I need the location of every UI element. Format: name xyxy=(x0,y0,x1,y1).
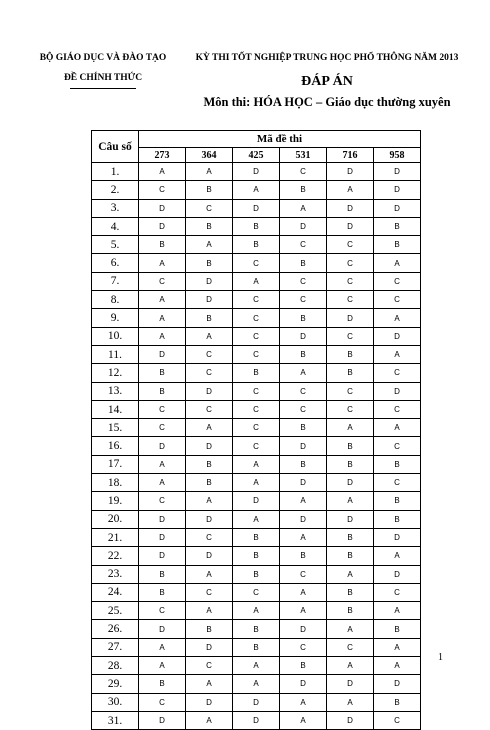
answer-cell: C xyxy=(280,291,327,309)
answer-cell: B xyxy=(233,236,280,254)
answer-cell: C xyxy=(374,474,421,492)
answer-cell: D xyxy=(280,474,327,492)
answer-cell: D xyxy=(327,474,374,492)
answer-cell: C xyxy=(139,602,186,620)
answer-cell: D xyxy=(327,711,374,729)
answer-cell: B xyxy=(327,602,374,620)
answer-cell: B xyxy=(233,565,280,583)
answer-cell: C xyxy=(280,382,327,400)
answer-cell: D xyxy=(139,199,186,217)
answer-cell: C xyxy=(280,638,327,656)
answer-cell: C xyxy=(327,638,374,656)
question-number-cell: 30. xyxy=(92,693,139,711)
answer-cell: B xyxy=(186,217,233,235)
answer-cell: B xyxy=(233,547,280,565)
official-label: ĐỀ CHÍNH THỨC xyxy=(63,73,143,83)
answer-cell: B xyxy=(374,620,421,638)
answer-cell: A xyxy=(186,419,233,437)
answer-cell: C xyxy=(327,291,374,309)
exam-code-cell: 425 xyxy=(233,148,280,163)
answer-cell: C xyxy=(233,291,280,309)
answer-cell: C xyxy=(327,400,374,418)
answer-cell: A xyxy=(280,528,327,546)
answer-cell: A xyxy=(186,565,233,583)
table-row xyxy=(92,675,421,693)
question-number-cell: 9. xyxy=(92,309,139,327)
answer-cell: A xyxy=(327,492,374,510)
table-row xyxy=(92,272,421,290)
answer-cell: C xyxy=(139,693,186,711)
answer-cell: A xyxy=(374,638,421,656)
answer-cell: B xyxy=(233,528,280,546)
answer-cell: C xyxy=(139,419,186,437)
table-row xyxy=(92,419,421,437)
answer-cell: D xyxy=(327,199,374,217)
answer-cell: B xyxy=(327,547,374,565)
answer-cell: A xyxy=(139,309,186,327)
answer-cell: A xyxy=(233,602,280,620)
answer-table xyxy=(91,130,421,730)
table-row xyxy=(92,455,421,473)
answer-cell: B xyxy=(327,528,374,546)
answer-cell: A xyxy=(374,345,421,363)
answer-cell: C xyxy=(374,364,421,382)
question-number-header: Câu số xyxy=(92,131,139,163)
answer-cell: B xyxy=(280,309,327,327)
question-number-cell: 1. xyxy=(92,163,139,181)
table-row xyxy=(92,364,421,382)
question-number-cell: 7. xyxy=(92,272,139,290)
answer-cell: C xyxy=(280,163,327,181)
answer-cell: B xyxy=(327,364,374,382)
answer-cell: D xyxy=(327,163,374,181)
answer-cell: C xyxy=(374,291,421,309)
answer-cell: D xyxy=(186,510,233,528)
answer-cell: A xyxy=(139,291,186,309)
table-row xyxy=(92,620,421,638)
answer-cell: C xyxy=(186,345,233,363)
table-row xyxy=(92,181,421,199)
question-number-cell: 5. xyxy=(92,236,139,254)
answer-cell: B xyxy=(139,236,186,254)
table-row xyxy=(92,547,421,565)
document-title: ĐÁP ÁN xyxy=(301,74,353,89)
answer-cell: B xyxy=(374,236,421,254)
answer-cell: A xyxy=(280,583,327,601)
answer-cell: C xyxy=(327,382,374,400)
question-number-cell: 11. xyxy=(92,345,139,363)
question-number-cell: 12. xyxy=(92,364,139,382)
answer-cell: B xyxy=(186,254,233,272)
question-number-cell: 16. xyxy=(92,437,139,455)
table-row xyxy=(92,254,421,272)
answer-cell: B xyxy=(186,620,233,638)
answer-cell: A xyxy=(280,199,327,217)
answer-cell: C xyxy=(233,437,280,455)
table-row xyxy=(92,327,421,345)
answer-cell: B xyxy=(139,675,186,693)
answer-cell: A xyxy=(374,309,421,327)
table-row xyxy=(92,510,421,528)
answer-cell: A xyxy=(374,602,421,620)
question-number-cell: 4. xyxy=(92,217,139,235)
table-row xyxy=(92,583,421,601)
answer-cell: B xyxy=(280,455,327,473)
answer-cell: A xyxy=(280,492,327,510)
exam-name: KỲ THI TỐT NGHIỆP TRUNG HỌC PHỔ THÔNG NĂM 2013 xyxy=(195,53,459,63)
answer-cell: A xyxy=(327,419,374,437)
answer-cell: C xyxy=(233,382,280,400)
table-row xyxy=(92,309,421,327)
answer-cell: C xyxy=(374,583,421,601)
answer-cell: C xyxy=(280,272,327,290)
exam-code-cell: 958 xyxy=(374,148,421,163)
question-number-cell: 21. xyxy=(92,528,139,546)
answer-cell: B xyxy=(374,455,421,473)
question-number-cell: 29. xyxy=(92,675,139,693)
question-number-cell: 15. xyxy=(92,419,139,437)
question-number-cell: 3. xyxy=(92,199,139,217)
answer-cell: C xyxy=(186,364,233,382)
answer-cell: D xyxy=(280,327,327,345)
table-row xyxy=(92,345,421,363)
answer-cell: D xyxy=(327,217,374,235)
answer-cell: B xyxy=(139,565,186,583)
answer-cell: D xyxy=(186,693,233,711)
table-row xyxy=(92,199,421,217)
answer-cell: D xyxy=(186,638,233,656)
answer-cell: A xyxy=(327,657,374,675)
question-number-cell: 27. xyxy=(92,638,139,656)
answer-cell: C xyxy=(374,400,421,418)
answer-cell: B xyxy=(374,510,421,528)
answer-cell: A xyxy=(233,474,280,492)
answer-cell: D xyxy=(139,345,186,363)
answer-cell: D xyxy=(327,675,374,693)
table-row xyxy=(92,638,421,656)
answer-cell: D xyxy=(280,675,327,693)
answer-cell: B xyxy=(280,254,327,272)
answer-cell: A xyxy=(139,163,186,181)
answer-cell: B xyxy=(233,217,280,235)
question-number-cell: 25. xyxy=(92,602,139,620)
question-number-cell: 17. xyxy=(92,455,139,473)
answer-cell: A xyxy=(186,327,233,345)
question-number-cell: 28. xyxy=(92,657,139,675)
answer-cell: C xyxy=(233,400,280,418)
answer-cell: C xyxy=(374,711,421,729)
answer-cell: A xyxy=(280,711,327,729)
subject-line: Môn thi: HÓA HỌC – Giáo dục thường xuyên xyxy=(203,95,451,109)
answer-cell: C xyxy=(233,327,280,345)
answer-cell: A xyxy=(186,675,233,693)
answer-cell: C xyxy=(233,419,280,437)
table-row xyxy=(92,565,421,583)
answer-cell: C xyxy=(280,400,327,418)
answer-cell: A xyxy=(139,657,186,675)
exam-code-header: Mã đề thi xyxy=(139,131,421,148)
answer-cell: D xyxy=(327,510,374,528)
answer-cell: B xyxy=(139,583,186,601)
question-number-cell: 14. xyxy=(92,400,139,418)
table-row xyxy=(92,217,421,235)
table-row xyxy=(92,474,421,492)
answer-cell: D xyxy=(139,528,186,546)
answer-cell: B xyxy=(327,583,374,601)
answer-cell: C xyxy=(186,400,233,418)
answer-cell: B xyxy=(374,217,421,235)
answer-cell: A xyxy=(139,474,186,492)
answer-cell: C xyxy=(280,565,327,583)
answer-cell: D xyxy=(374,199,421,217)
answer-cell: D xyxy=(233,693,280,711)
answer-cell: D xyxy=(186,272,233,290)
table-row xyxy=(92,528,421,546)
answer-cell: D xyxy=(374,528,421,546)
answer-cell: A xyxy=(186,602,233,620)
answer-cell: A xyxy=(139,254,186,272)
answer-cell: D xyxy=(374,181,421,199)
answer-cell: D xyxy=(374,163,421,181)
answer-cell: B xyxy=(186,455,233,473)
answer-cell: A xyxy=(186,711,233,729)
answer-cell: B xyxy=(280,181,327,199)
answer-cell: C xyxy=(233,309,280,327)
question-number-cell: 19. xyxy=(92,492,139,510)
exam-code-cell: 531 xyxy=(280,148,327,163)
answer-cell: A xyxy=(327,565,374,583)
exam-code-cell: 364 xyxy=(186,148,233,163)
answer-cell: C xyxy=(280,236,327,254)
answer-cell: D xyxy=(139,711,186,729)
answer-cell: B xyxy=(280,657,327,675)
answer-cell: C xyxy=(374,437,421,455)
answer-cell: D xyxy=(374,327,421,345)
answer-cell: D xyxy=(327,309,374,327)
answer-cell: A xyxy=(374,547,421,565)
table-row xyxy=(92,382,421,400)
answer-cell: D xyxy=(139,217,186,235)
ministry-name: BỘ GIÁO DỤC VÀ ĐÀO TẠO xyxy=(39,53,167,63)
question-number-cell: 23. xyxy=(92,565,139,583)
answer-cell: B xyxy=(139,382,186,400)
answer-cell: A xyxy=(233,272,280,290)
answer-cell: D xyxy=(139,620,186,638)
answer-cell: A xyxy=(139,327,186,345)
answer-cell: B xyxy=(280,419,327,437)
answer-cell: C xyxy=(327,254,374,272)
answer-cell: A xyxy=(280,693,327,711)
question-number-cell: 22. xyxy=(92,547,139,565)
answer-cell: D xyxy=(280,437,327,455)
issuer-block xyxy=(28,52,178,89)
answer-cell: A xyxy=(280,602,327,620)
answer-cell: D xyxy=(233,163,280,181)
answer-cell: A xyxy=(374,254,421,272)
answer-cell: A xyxy=(139,455,186,473)
answer-cell: D xyxy=(233,199,280,217)
answer-cell: B xyxy=(327,455,374,473)
table-row xyxy=(92,437,421,455)
question-number-cell: 18. xyxy=(92,474,139,492)
answer-cell: C xyxy=(139,181,186,199)
table-row xyxy=(92,711,421,729)
question-number-cell: 6. xyxy=(92,254,139,272)
answer-cell: D xyxy=(374,675,421,693)
answer-cell: C xyxy=(186,528,233,546)
answer-cell: B xyxy=(186,181,233,199)
answer-cell: A xyxy=(327,620,374,638)
table-row xyxy=(92,602,421,620)
answer-cell: D xyxy=(139,510,186,528)
answer-cell: B xyxy=(280,345,327,363)
table-row xyxy=(92,236,421,254)
answer-cell: B xyxy=(327,437,374,455)
answer-cell: C xyxy=(186,657,233,675)
answer-cell: D xyxy=(374,382,421,400)
answer-cell: D xyxy=(186,547,233,565)
answer-cell: D xyxy=(280,510,327,528)
answer-cell: A xyxy=(233,675,280,693)
answer-cell: C xyxy=(233,345,280,363)
answer-cell: C xyxy=(186,199,233,217)
answer-cell: A xyxy=(327,693,374,711)
answer-cell: B xyxy=(280,547,327,565)
answer-cell: D xyxy=(280,620,327,638)
exam-code-cell: 716 xyxy=(327,148,374,163)
answer-cell: B xyxy=(374,693,421,711)
answer-cell: D xyxy=(186,437,233,455)
question-number-cell: 20. xyxy=(92,510,139,528)
question-number-cell: 13. xyxy=(92,382,139,400)
answer-cell: C xyxy=(139,492,186,510)
answer-cell: B xyxy=(139,364,186,382)
table-row xyxy=(92,693,421,711)
page-number: 1 xyxy=(438,652,443,663)
answer-cell: A xyxy=(374,419,421,437)
answer-cell: B xyxy=(233,364,280,382)
table-row xyxy=(92,492,421,510)
answer-cell: C xyxy=(374,272,421,290)
answer-cell: A xyxy=(233,181,280,199)
answer-cell: A xyxy=(233,510,280,528)
answer-cell: D xyxy=(186,382,233,400)
table-row xyxy=(92,400,421,418)
exam-code-cell: 273 xyxy=(139,148,186,163)
answer-cell: A xyxy=(186,236,233,254)
answer-cell: A xyxy=(139,638,186,656)
answer-cell: C xyxy=(233,254,280,272)
answer-cell: D xyxy=(139,437,186,455)
question-number-cell: 31. xyxy=(92,711,139,729)
answer-cell: C xyxy=(139,272,186,290)
answer-cell: A xyxy=(374,657,421,675)
answer-cell: C xyxy=(233,583,280,601)
answer-cell: C xyxy=(327,236,374,254)
answer-cell: A xyxy=(233,657,280,675)
answer-cell: A xyxy=(186,163,233,181)
answer-cell: C xyxy=(327,327,374,345)
answer-cell: B xyxy=(186,309,233,327)
answer-cell: D xyxy=(139,547,186,565)
answer-cell: D xyxy=(280,217,327,235)
answer-cell: B xyxy=(327,345,374,363)
answer-cell: C xyxy=(327,272,374,290)
question-number-cell: 10. xyxy=(92,327,139,345)
underline-divider xyxy=(70,88,136,89)
question-number-cell: 8. xyxy=(92,291,139,309)
answer-cell: B xyxy=(186,474,233,492)
answer-cell: B xyxy=(374,492,421,510)
answer-cell: A xyxy=(186,492,233,510)
answer-cell: B xyxy=(233,620,280,638)
table-row xyxy=(92,291,421,309)
answer-cell: C xyxy=(139,400,186,418)
answer-cell: A xyxy=(233,455,280,473)
answer-cell: D xyxy=(233,711,280,729)
answer-cell: C xyxy=(186,583,233,601)
answer-cell: D xyxy=(186,291,233,309)
answer-cell: D xyxy=(374,565,421,583)
table-row xyxy=(92,657,421,675)
question-number-cell: 2. xyxy=(92,181,139,199)
answer-cell: A xyxy=(327,181,374,199)
question-number-cell: 24. xyxy=(92,583,139,601)
table-row xyxy=(92,163,421,181)
question-number-cell: 26. xyxy=(92,620,139,638)
answer-cell: D xyxy=(233,492,280,510)
answer-cell: B xyxy=(233,638,280,656)
answer-cell: A xyxy=(280,364,327,382)
